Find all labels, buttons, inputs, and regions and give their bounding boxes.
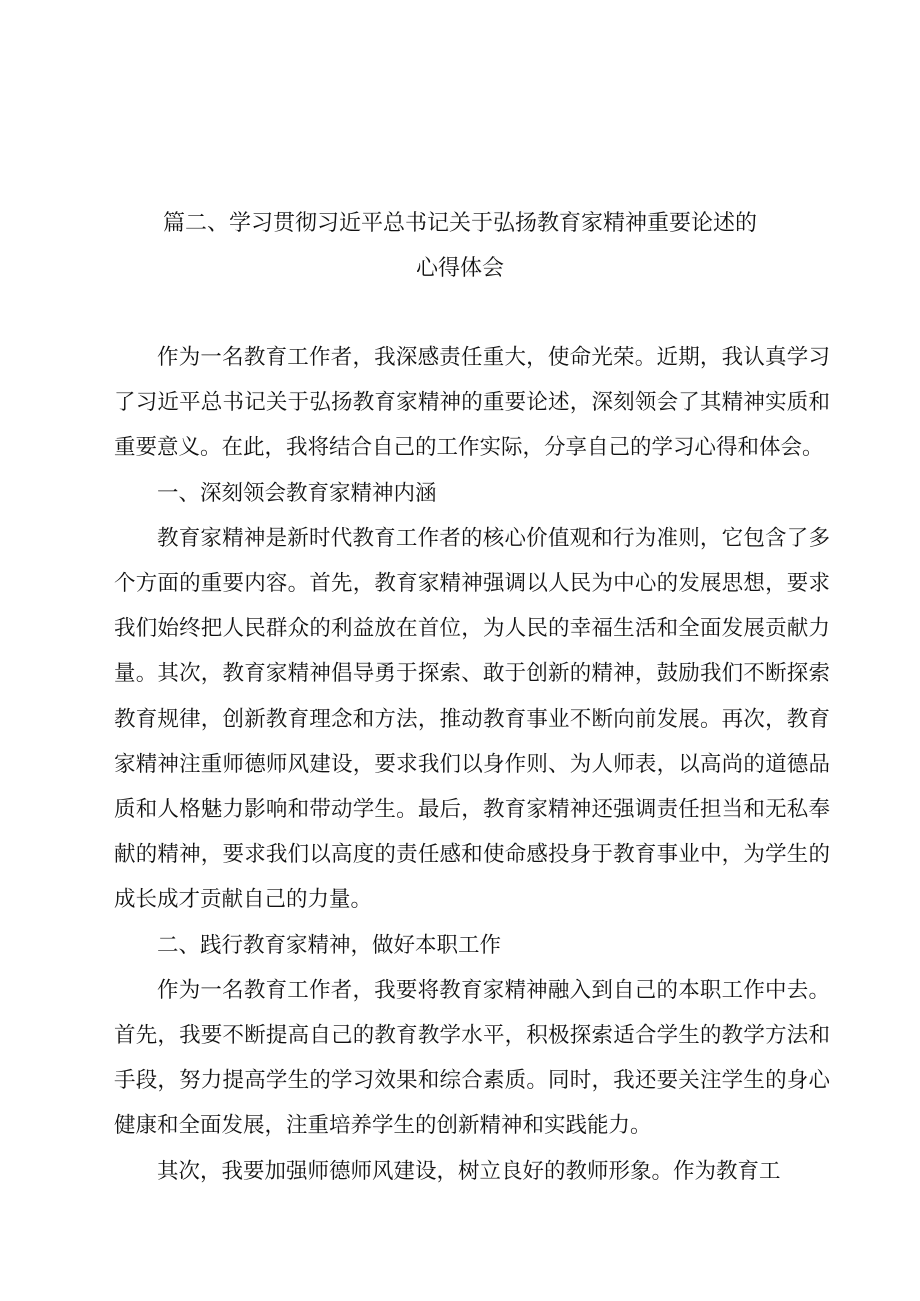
document-body <box>114 335 830 1194</box>
document-title-line-1: 篇二、学习贯彻习近平总书记关于弘扬教育家精神重要论述的 <box>162 211 757 236</box>
intro-paragraph: 作为一名教育工作者，我深感责任重大，使命光荣。近期，我认真学习了习近平总书记关于弘扬教育家精神的重要论述，深刻领会了其精神实质和重要意义。在此，我将结合自己的工作实际，分享自己的学习心得和体会。 <box>114 345 830 461</box>
section-2-paragraph-1: 作为一名教育工作者，我要将教育家精神融入到自己的本职工作中去。首先，我要不断提高自己的教育教学水平，积极探索适合学生的教学方法和手段，努力提高学生的学习效果和综合素质。同时，我还要关注学生的身心健康和全面发展，注重培养学生的创新精神和实践能力。 <box>114 977 830 1139</box>
document-title-line-2: 心得体会 <box>415 256 504 281</box>
section-1-paragraph: 教育家精神是新时代教育工作者的核心价值观和行为准则，它包含了多个方面的重要内容。首先，教育家精神强调以人民为中心的发展思想，要求我们始终把人民群众的利益放在首位，为人民的幸福生活和全面发展贡献力量。其次，教育家精神倡导勇于探索、敢于创新的精神，鼓励我们不断探索教育规律，创新教育理念和方法，推动教育事业不断向前发展。再次，教育家精神注重师德师风建设，要求我们以身作则、为人师表，以高尚的道德品质和人格魅力影响和带动学生。最后，教育家精神还强调责任担当和无私奉献的精神，要求我们以高度的责任感和使命感投身于教育事业中，为学生的成长成才贡献自己的力量。 <box>114 525 830 913</box>
section-heading-1: 一、深刻领会教育家精神内涵 <box>157 480 437 506</box>
section-2-paragraph-2: 其次，我要加强师德师风建设，树立良好的教师形象。作为教育工 <box>157 1158 781 1184</box>
section-heading-2: 二、践行教育家精神，做好本职工作 <box>157 932 502 958</box>
